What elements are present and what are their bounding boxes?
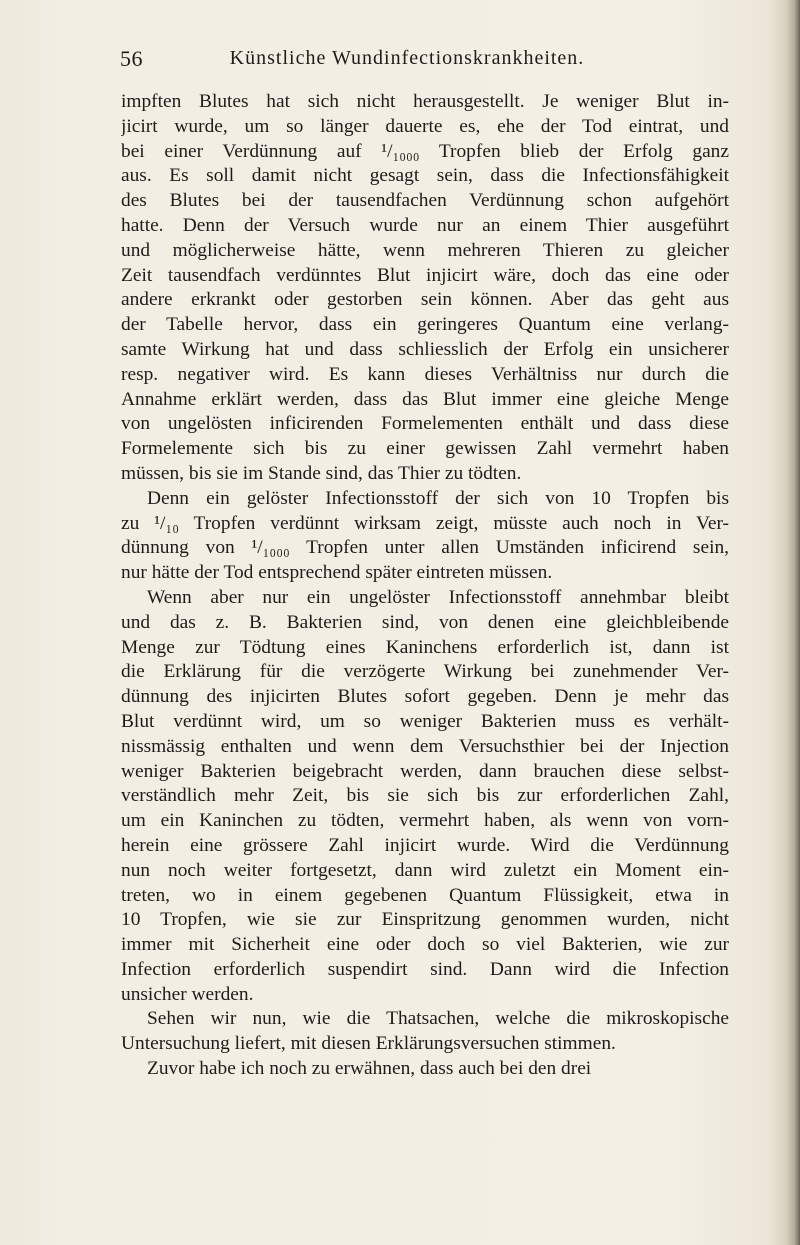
text-line: nur hätte der Tod entsprechend später eintreten müssen. (121, 562, 553, 584)
text-line: Blut verdünnt wird, um so weniger Bakterien muss es verhält- (121, 710, 729, 732)
text-line: Sehen wir nun, wie die Thatsachen, welche die mikroskopische (147, 1008, 729, 1030)
text-line: nun noch weiter fortgesetzt, dann wird zuletzt ein Moment ein- (121, 859, 729, 881)
text-line: Zuvor habe ich noch zu erwähnen, dass auch bei den drei (147, 1058, 592, 1080)
running-title: Künstliche Wundinfectionskrankheiten. (229, 47, 585, 69)
text-line: dünnung des injicirten Blutes sofort gegeben. Denn je mehr das (121, 686, 729, 708)
text-line: samte Wirkung hat und dass schliesslich der Erfolg ein unsicherer (121, 338, 729, 360)
text-line: um ein Kaninchen zu tödten, vermehrt haben, als wenn von vorn- (121, 810, 729, 832)
text-line: resp. negativer wird. Es kann dieses Verhältniss nur durch die (121, 363, 729, 385)
text-line: immer mit Sicherheit eine oder doch so viel Bakterien, wie zur (121, 934, 729, 956)
text-line: und das z. B. Bakterien sind, von denen eine gleichbleibende (121, 611, 729, 633)
text-line: dünnung von ¹/₁₀₀₀ Tropfen unter allen Umständen inficirend sein, (121, 537, 729, 559)
text-line: und möglicherweise hätte, wenn mehreren Thieren zu gleicher (121, 239, 729, 261)
text-line: Denn ein gelöster Infectionsstoff der sich von 10 Tropfen bis (147, 487, 729, 509)
text-line: verständlich mehr Zeit, bis sie sich bis zur erforderlichen Zahl, (121, 785, 729, 807)
text-line: impften Blutes hat sich nicht herausgestellt. Je weniger Blut in- (121, 91, 729, 112)
text-line: treten, wo in einem gegebenen Quantum Flüssigkeit, etwa in (121, 884, 729, 906)
text-line: weniger Bakterien beigebracht werden, dann brauchen diese selbst- (121, 760, 729, 782)
text-line: herein eine grössere Zahl injicirt wurde. Wird die Verdünnung (121, 834, 729, 856)
text-line: der Tabelle hervor, dass ein geringeres Quantum eine verlang- (121, 314, 729, 336)
text-line: Annahme erklärt werden, dass das Blut immer eine gleiche Menge (121, 388, 729, 410)
body-text (121, 90, 729, 1082)
text-line: jicirt wurde, um so länger dauerte es, ehe der Tod eintrat, und (121, 115, 729, 137)
text-line: die Erklärung für die verzögerte Wirkung bei zunehmender Ver- (121, 661, 729, 683)
text-line: 10 Tropfen, wie sie zur Einspritzung genommen wurden, nicht (121, 909, 729, 931)
text-line: hatte. Denn der Versuch wurde nur an einem Thier ausgeführt (121, 214, 729, 236)
text-line: des Blutes bei der tausendfachen Verdünnung schon aufgehört (121, 190, 729, 212)
text-line: Formelemente sich bis zu einer gewissen Zahl vermehrt haben (121, 438, 729, 460)
text-line: Untersuchung liefert, mit diesen Erklärungsversuchen stimmen. (121, 1033, 616, 1055)
text-line: aus. Es soll damit nicht gesagt sein, dass die Infectionsfähigkeit (121, 165, 729, 187)
text-line: unsicher werden. (121, 983, 254, 1005)
text-line: müssen, bis sie im Stande sind, das Thier zu tödten. (121, 462, 522, 484)
text-line: Menge zur Tödtung eines Kaninchens erforderlich ist, dann ist (121, 636, 729, 658)
text-line: nissmässig enthalten und wenn dem Versuchsthier bei der Injection (121, 735, 729, 757)
text-line: Infection erforderlich suspendirt sind. Dann wird die Infection (121, 958, 729, 980)
text-line: bei einer Verdünnung auf ¹/₁₀₀₀ Tropfen blieb der Erfolg ganz (121, 140, 729, 162)
text-line: von ungelösten inficirenden Formelementen enthält und dass diese (121, 413, 729, 435)
text-line: zu ¹/₁₀ Tropfen verdünnt wirksam zeigt, müsste auch noch in Ver- (121, 512, 729, 534)
page-edge-shadow (786, 0, 800, 1245)
page-number: 56 (120, 46, 143, 71)
text-line: Wenn aber nur ein ungelöster Infectionsstoff annehmbar bleibt (147, 586, 729, 608)
page-header (0, 46, 800, 76)
text-line: Zeit tausendfach verdünntes Blut injicirt wäre, doch das eine oder (121, 264, 729, 286)
text-line: andere erkrankt oder gestorben sein können. Aber das geht aus (121, 289, 729, 311)
